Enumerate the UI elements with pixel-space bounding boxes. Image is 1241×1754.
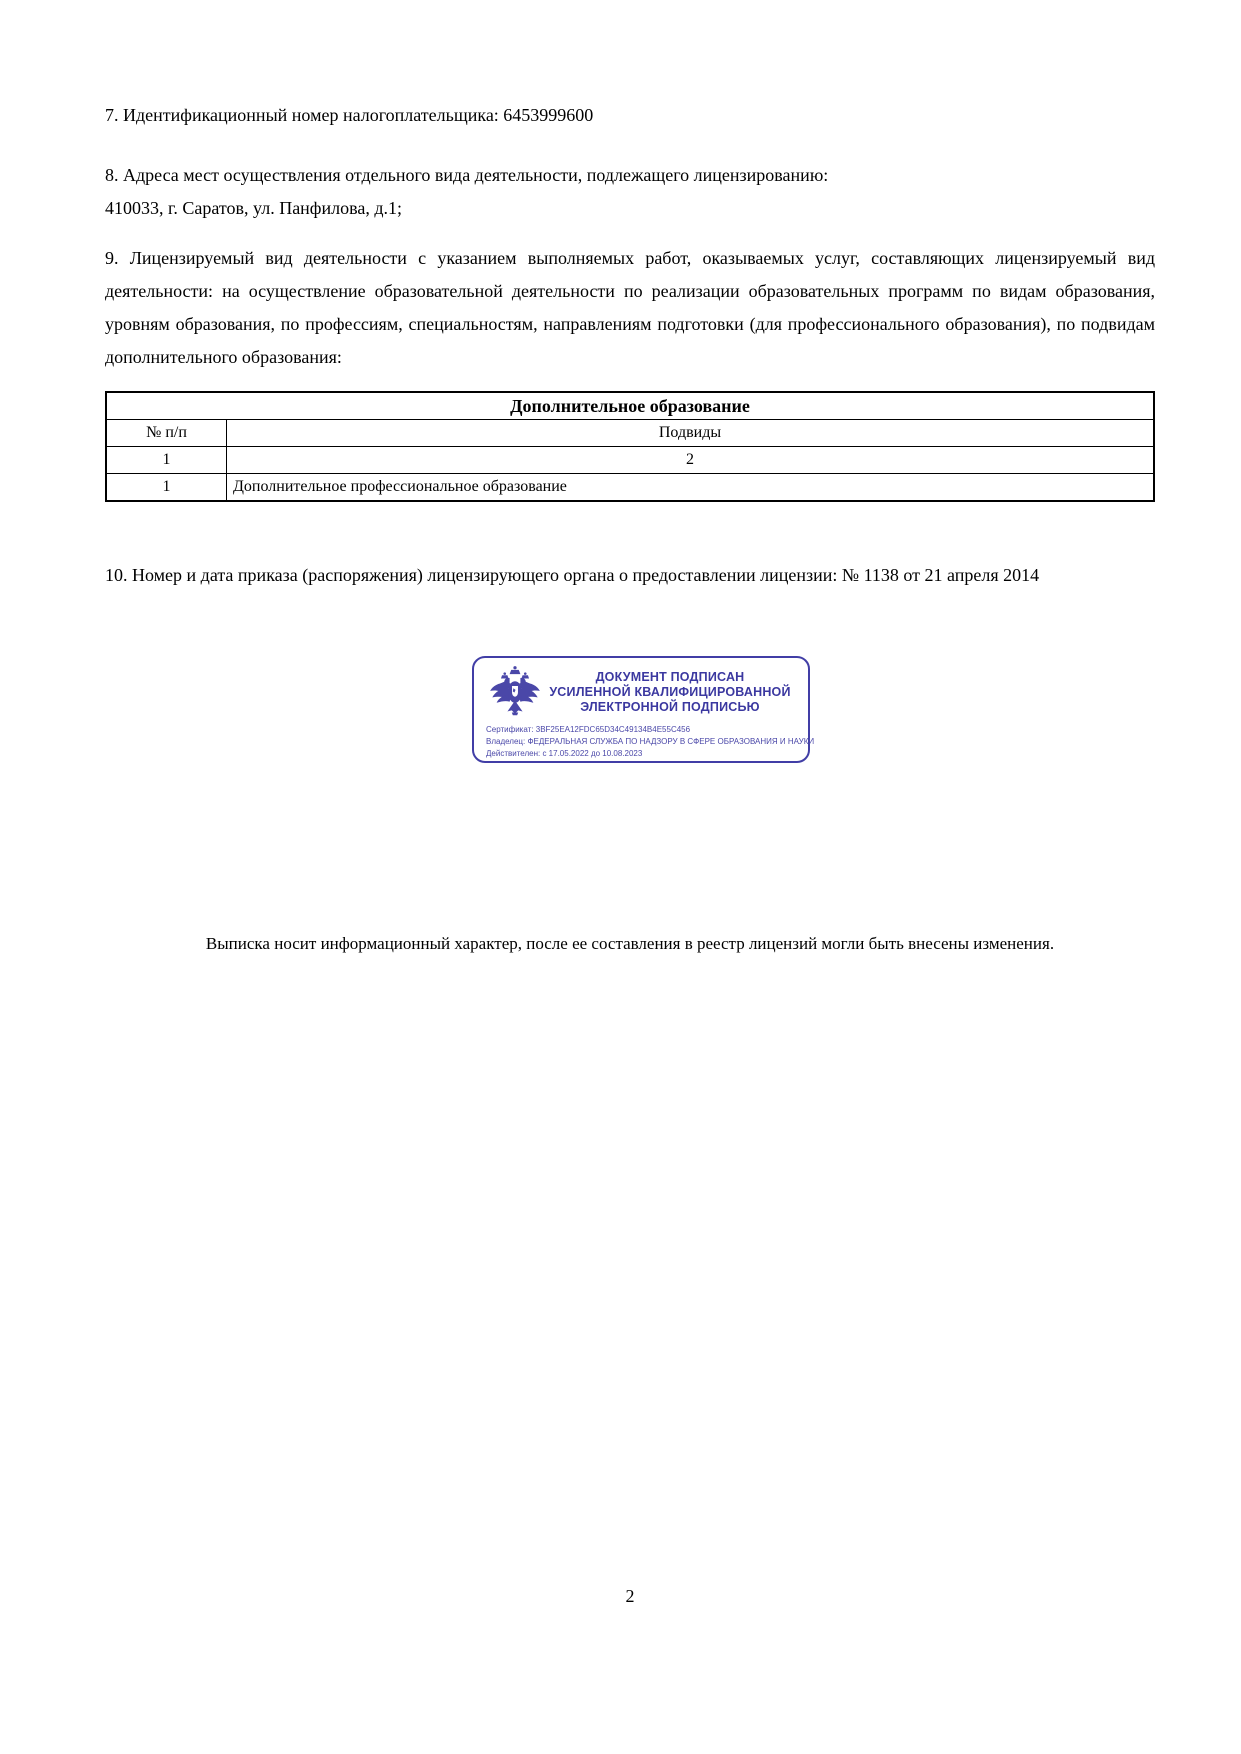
document-content	[105, 0, 1155, 1613]
page-number: 2	[625, 1586, 635, 1606]
table-cell-num: 1	[106, 474, 227, 502]
stamp-title-line3: ЭЛЕКТРОННОЙ ПОДПИСЬЮ	[580, 699, 760, 714]
stamp-title-line1: ДОКУМЕНТ ПОДПИСАН	[595, 669, 745, 684]
table-title: Дополнительное образование	[106, 392, 1154, 420]
paragraph-addresses	[105, 159, 1155, 225]
informational-note: Выписка носит информационный характер, после ее составления в реестр лицензий могли быть внесены изменения.	[205, 934, 1055, 953]
paragraph-order-number: 10. Номер и дата приказа (распоряжения) лицензирующего органа о предоставлении лицензии: № 1138 от 21 апреля 2014	[105, 565, 1040, 585]
paragraph-addresses-value: 410033, г. Саратов, ул. Панфилова, д.1;	[105, 198, 402, 218]
stamp-certificate-line: Сертификат: 3BF25EA12FDC65D34C49134B4E55C456	[486, 725, 691, 734]
table-cell-value: 2	[227, 447, 1154, 474]
table-header-num: № п/п	[106, 420, 227, 447]
russian-coat-of-arms-icon	[486, 665, 544, 719]
paragraph-inn: 7. Идентификационный номер налогоплательщика: 6453999600	[105, 105, 594, 125]
table-header-subtypes: Подвиды	[227, 420, 1154, 447]
table-header-row	[106, 420, 1154, 447]
stamp-title-line2: УСИЛЕННОЙ КВАЛИФИЦИРОВАННОЙ	[549, 684, 791, 699]
stamp-header	[486, 665, 796, 719]
table-cell-value: Дополнительное профессиональное образование	[227, 474, 1154, 502]
stamp-owner-line: Владелец: ФЕДЕРАЛЬНАЯ СЛУЖБА ПО НАДЗОРУ В СФЕРЕ ОБРАЗОВАНИЯ И НАУКИ	[486, 737, 815, 746]
education-types-table	[105, 391, 1155, 502]
table-row	[106, 474, 1154, 502]
paragraph-addresses-heading: 8. Адреса мест осуществления отдельного вида деятельности, подлежащего лицензированию:	[105, 165, 829, 185]
stamp-validity-line: Действителен: с 17.05.2022 до 10.08.2023	[486, 749, 643, 758]
stamp-details	[486, 724, 815, 760]
table-title-row	[106, 392, 1154, 420]
digital-signature-stamp	[472, 656, 815, 763]
stamp-title	[544, 670, 796, 715]
paragraph-licensed-activity: 9. Лицензируемый вид деятельности с указанием выполняемых работ, оказываемых услуг, составляющих лицензируемый вид деятельности: на осуществление образовательной деятельности по реализации образовательных программ по видам образования, уровням образования, по профессиям, специальностям, направлениям подготовки (для профессионального образования), по подвидам дополнительного образования:	[105, 248, 1155, 367]
table-row	[106, 447, 1154, 474]
table-cell-num: 1	[106, 447, 227, 474]
